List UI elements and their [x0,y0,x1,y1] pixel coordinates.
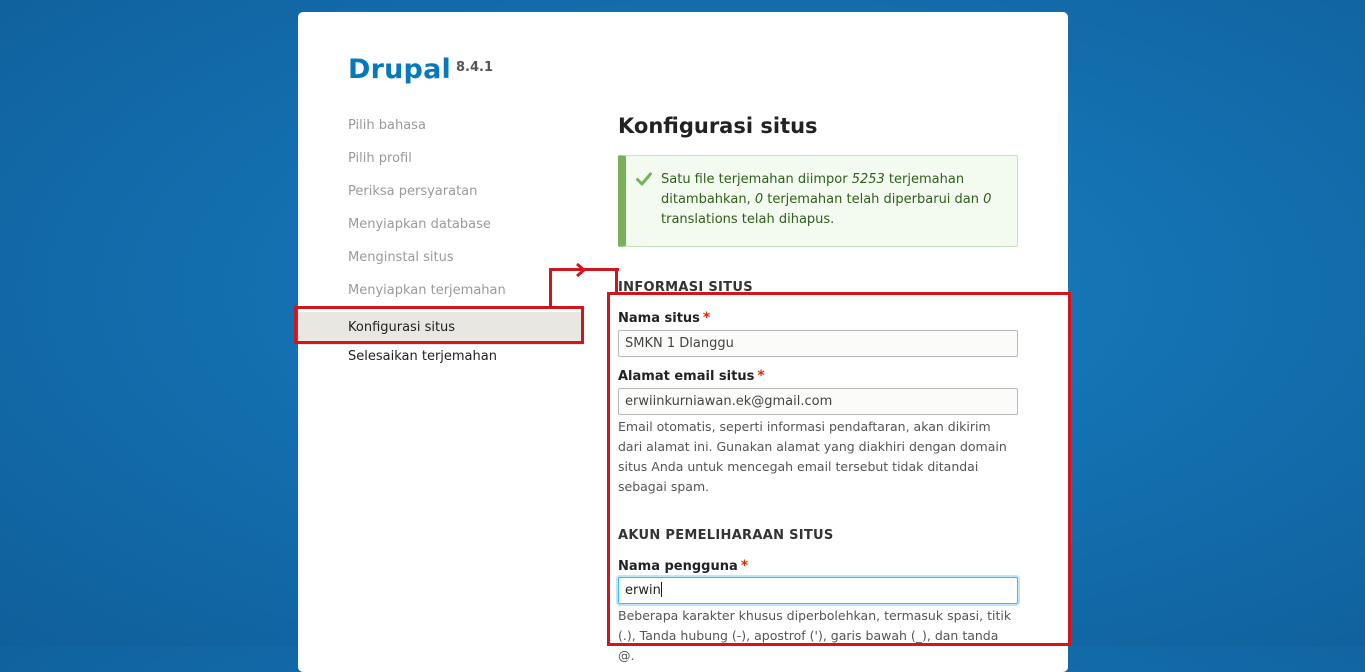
step-pilih-profil: Pilih profil [348,151,412,166]
site-email-description: Email otomatis, seperti informasi pendaftaran, akan dikirim dari alamat ini. Gunakan alamat yang diakhiri dengan domain situs Anda untuk mencegah email tersebut tidak ditandai sebagai spam. [618,419,1007,494]
step-menginstal-situs: Menginstal situs [348,250,454,265]
page-title: Konfigurasi situs [618,114,818,138]
section-site-info-heading: INFORMASI SITUS [618,280,753,295]
message-text-2: terjemahan ditambahkan, [661,172,965,207]
message-text-4: translations telah dihapus. [661,212,835,227]
username-description: Beberapa karakter khusus diperbolehkan, termasuk spasi, titik (.), Tanda hubung (-), apostrof ('), garis bawah (_), dan tanda @. [618,608,1012,663]
step-selesaikan-terjemahan: Selesaikan terjemahan [348,349,497,364]
site-name-input[interactable]: SMKN 1 Dlanggu [618,330,1018,357]
annotation-step-highlight [294,306,584,344]
message-updated-count: 0 [754,192,764,207]
site-email-input[interactable]: erwiinkurniawan.ek@gmail.com [618,388,1018,415]
annotation-arrow-line [615,268,618,293]
status-message [618,155,1018,247]
step-konfigurasi-situs: Konfigurasi situs [298,312,583,345]
required-marker: * [757,368,765,384]
section-maintenance-heading: AKUN PEMELIHARAAN SITUS [618,528,834,543]
site-branding [348,54,494,85]
message-added-count: 5253 [851,172,885,187]
drupal-logo-text: Drupal [348,54,451,85]
annotation-arrow-line [549,268,552,307]
site-email-label-text: Alamat email situs [618,369,755,384]
required-marker: * [740,558,749,574]
site-name-label-text: Nama situs [618,311,700,326]
step-menyiapkan-terjemahan: Menyiapkan terjemahan [348,283,506,298]
message-deleted-count: 0 [983,192,992,207]
annotation-form-highlight [607,292,1071,646]
message-text-1: Satu file terjemahan diimpor [661,172,852,187]
username-label-text: Nama pengguna [618,559,738,574]
step-periksa-persyaratan: Periksa persyaratan [348,184,478,199]
message-text-3: terjemahan telah diperbarui dan [763,192,984,207]
drupal-version: 8.4.1 [456,60,494,75]
username-input-value: erwin [625,583,661,598]
step-menyiapkan-database: Menyiapkan database [348,217,491,232]
required-marker: * [702,310,711,326]
step-pilih-bahasa: Pilih bahasa [348,118,426,133]
annotation-arrowhead-icon [574,262,588,278]
checkmark-icon [636,171,652,187]
main-content [618,112,1018,663]
